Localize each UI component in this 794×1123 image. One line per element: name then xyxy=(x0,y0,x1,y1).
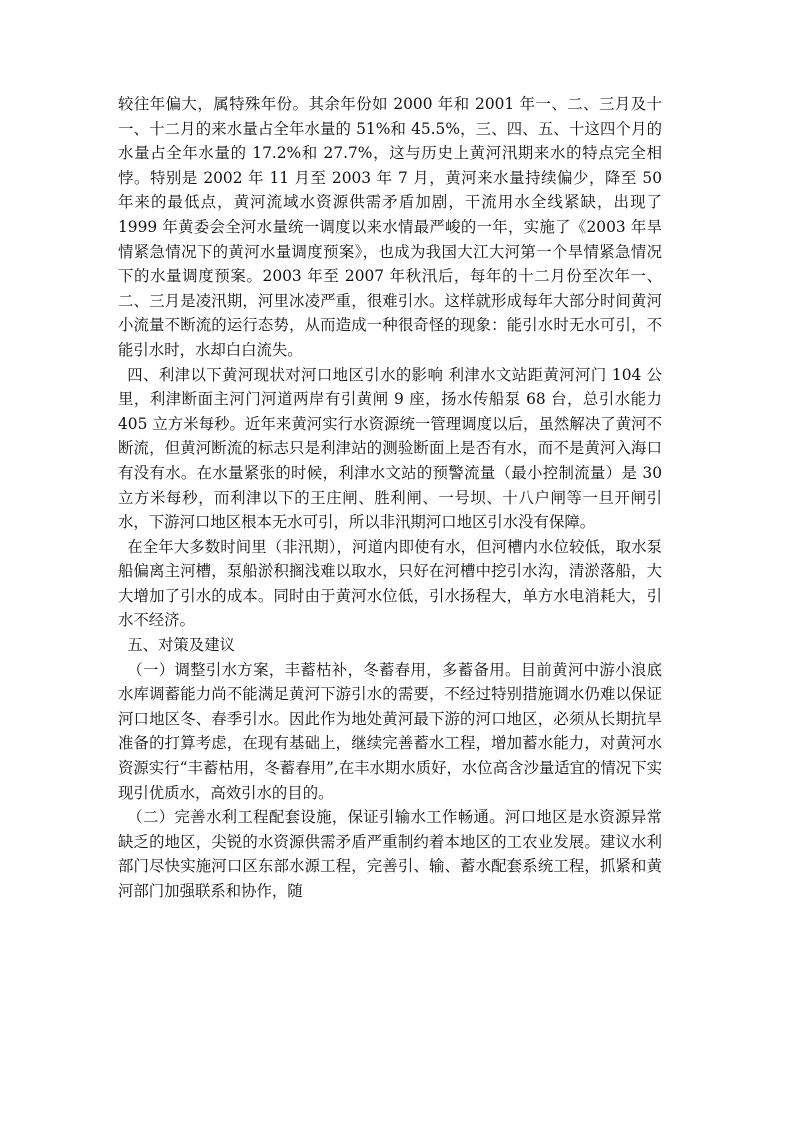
paragraph-section-four: 四、利津以下黄河现状对河口地区引水的影响 利津水文站距黄河河门 104 公里，利津断面主河门河道两岸有引黄闸 9 座，扬水传船泵 68 台，总引水能力 405 立方米每秒。近年来黄河实行水资源统一管理调度以后，虽然解决了黄河不断流，但黄河断流的标志只是利津站的测验断面上是否有水，而不是黄河入海口有没有水。在水量紧张的时候，利津水文站的预警流量（最小控制流量）是 30 立方米每秒，而利津以下的王庄闸、胜利闸、一号坝、十八户闸等一旦开闸引水，下游河口地区根本无水可引，所以非汛期河口地区引水没有保障。 xyxy=(118,365,662,532)
section-heading-five: 五、对策及建议 xyxy=(127,636,235,655)
paragraph-measure-two: （二）完善水利工程配套设施，保证引输水工作畅通。河口地区是水资源异常缺乏的地区，尖锐的水资源供需矛盾严重制约着本地区的工农业发展。建议水利部门尽快实施河口区东部水源工程，完善引、输、蓄水配套系统工程，抓紧和黄河部门加强联系和协作，随 xyxy=(118,808,662,900)
document-page xyxy=(118,92,662,904)
paragraph-measure-one: （一）调整引水方案，丰蓄枯补，冬蓄春用，多蓄备用。目前黄河中游小浪底水库调蓄能力尚不能满足黄河下游引水的需要，不经过特别措施调水仍难以保证河口地区冬、春季引水。因此作为地处黄河最下游的河口地区，必须从长期抗旱准备的打算考虑，在现有基础上，继续完善蓄水工程，增加蓄水能力，对黄河水资源实行“丰蓄枯用，冬蓄春用”,在丰水期水质好，水位高含沙量适宜的情况下实现引优质水，高效引水的目的。 xyxy=(118,660,662,802)
paragraph-non-flood-season: 在全年大多数时间里（非汛期），河道内即使有水，但河槽内水位较低，取水泵船偏离主河槽，泵船淤积搁浅难以取水，只好在河槽中挖引水沟，清淤落船，大大增加了引水的成本。同时由于黄河水位低，引水扬程大，单方水电消耗大，引水不经济。 xyxy=(118,537,662,630)
paragraph-water-volume: 较往年偏大，属特殊年份。其余年份如 2000 年和 2001 年一、二、三月及十一、十二月的来水量占全年水量的 51%和 45.5%，三、四、五、十这四个月的水量占全年水量的 17.2%和 27.7%，这与历史上黄河汛期来水的特点完全相悖。特别是 2002 年 11 月至 2003 年 7 月，黄河来水量持续偏少，降至 50 年来的最低点，黄河流域水资源供需矛盾加剧，干流用水全线紧缺，出现了 1999 年黄委会全河水量统一调度以来水情最严峻的一年，实施了《2003 年旱情紧急情况下的黄河水量调度预案》，也成为我国大江大河第一个旱情紧急情况下的水量调度预案。2003 年至 2007 年秋汛后，每年的十二月份至次年一、二、三月是凌汛期，河里冰凌严重，很难引水。这样就形成每年大部分时间黄河小流量不断流的运行态势，从而造成一种很奇怪的现象：能引水时无水可引，不能引水时，水却白白流失。 xyxy=(118,95,662,359)
